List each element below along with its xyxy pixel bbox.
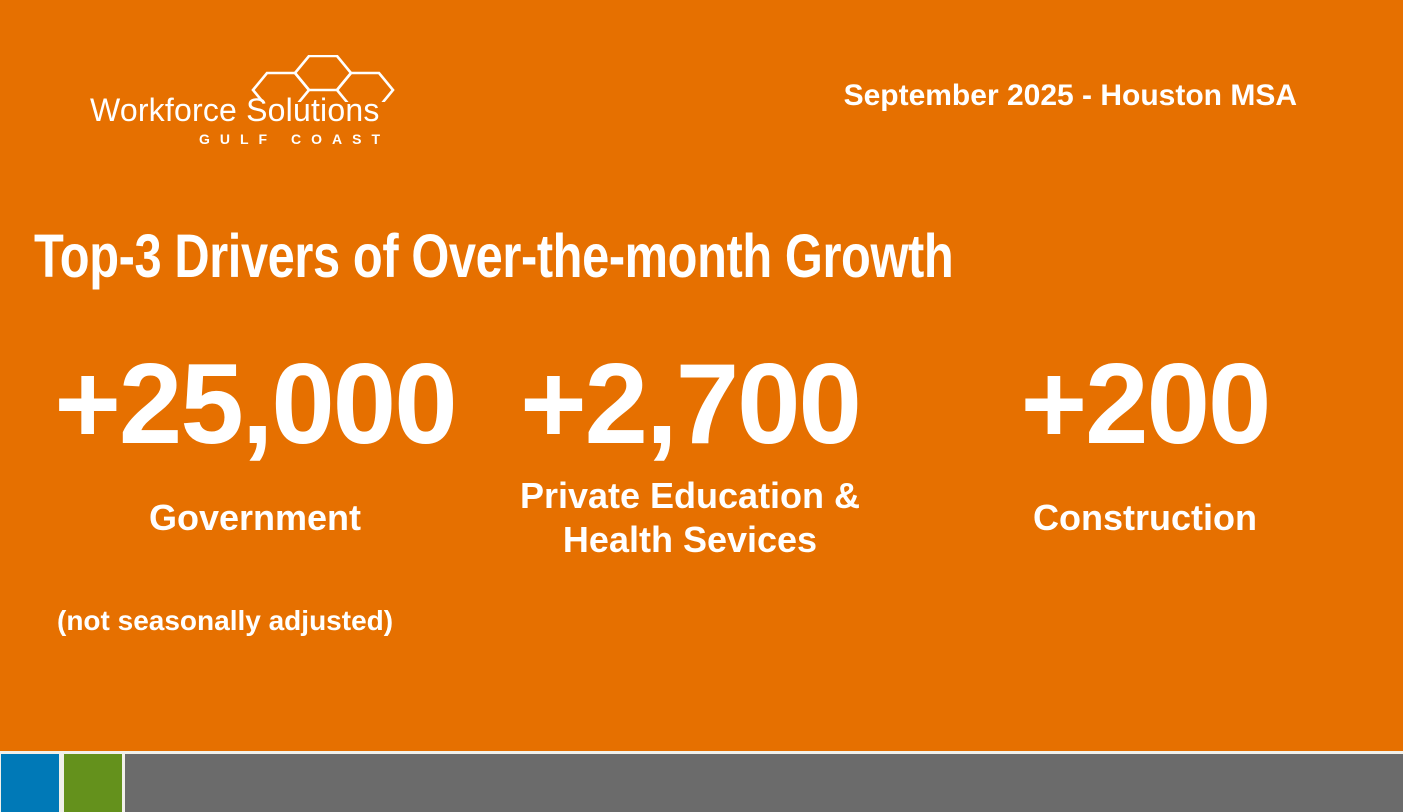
logo-wordmark: Workforce Solutions (90, 92, 380, 128)
stats-row (0, 341, 1403, 578)
seasonal-adjustment-note: (not seasonally adjusted) (57, 605, 394, 636)
stat-private-education-health (480, 341, 900, 574)
stat-government (20, 341, 490, 574)
footer-green-square (64, 754, 122, 812)
stat-label-wrap (20, 462, 490, 574)
footer-color-bar (0, 751, 1403, 812)
footer-gray-bar (125, 754, 1403, 812)
stat-label-wrap (480, 462, 900, 574)
date-badge: September 2025 - Houston MSA (843, 79, 1297, 112)
page-title: Top-3 Drivers of Over-the-month Growth (34, 222, 954, 290)
footer-blue-square (1, 754, 59, 812)
stat-value: +2,700 (520, 341, 860, 468)
stat-construction (935, 341, 1355, 574)
logo-tagline: GULF COAST (199, 131, 390, 147)
stat-label: Government (148, 497, 362, 539)
stat-label-wrap (935, 462, 1355, 574)
stat-label: Private Education & Health Sevices (519, 475, 861, 560)
stat-label: Construction (1033, 497, 1257, 539)
stat-value: +25,000 (54, 341, 456, 468)
stat-value: +200 (1020, 341, 1270, 468)
